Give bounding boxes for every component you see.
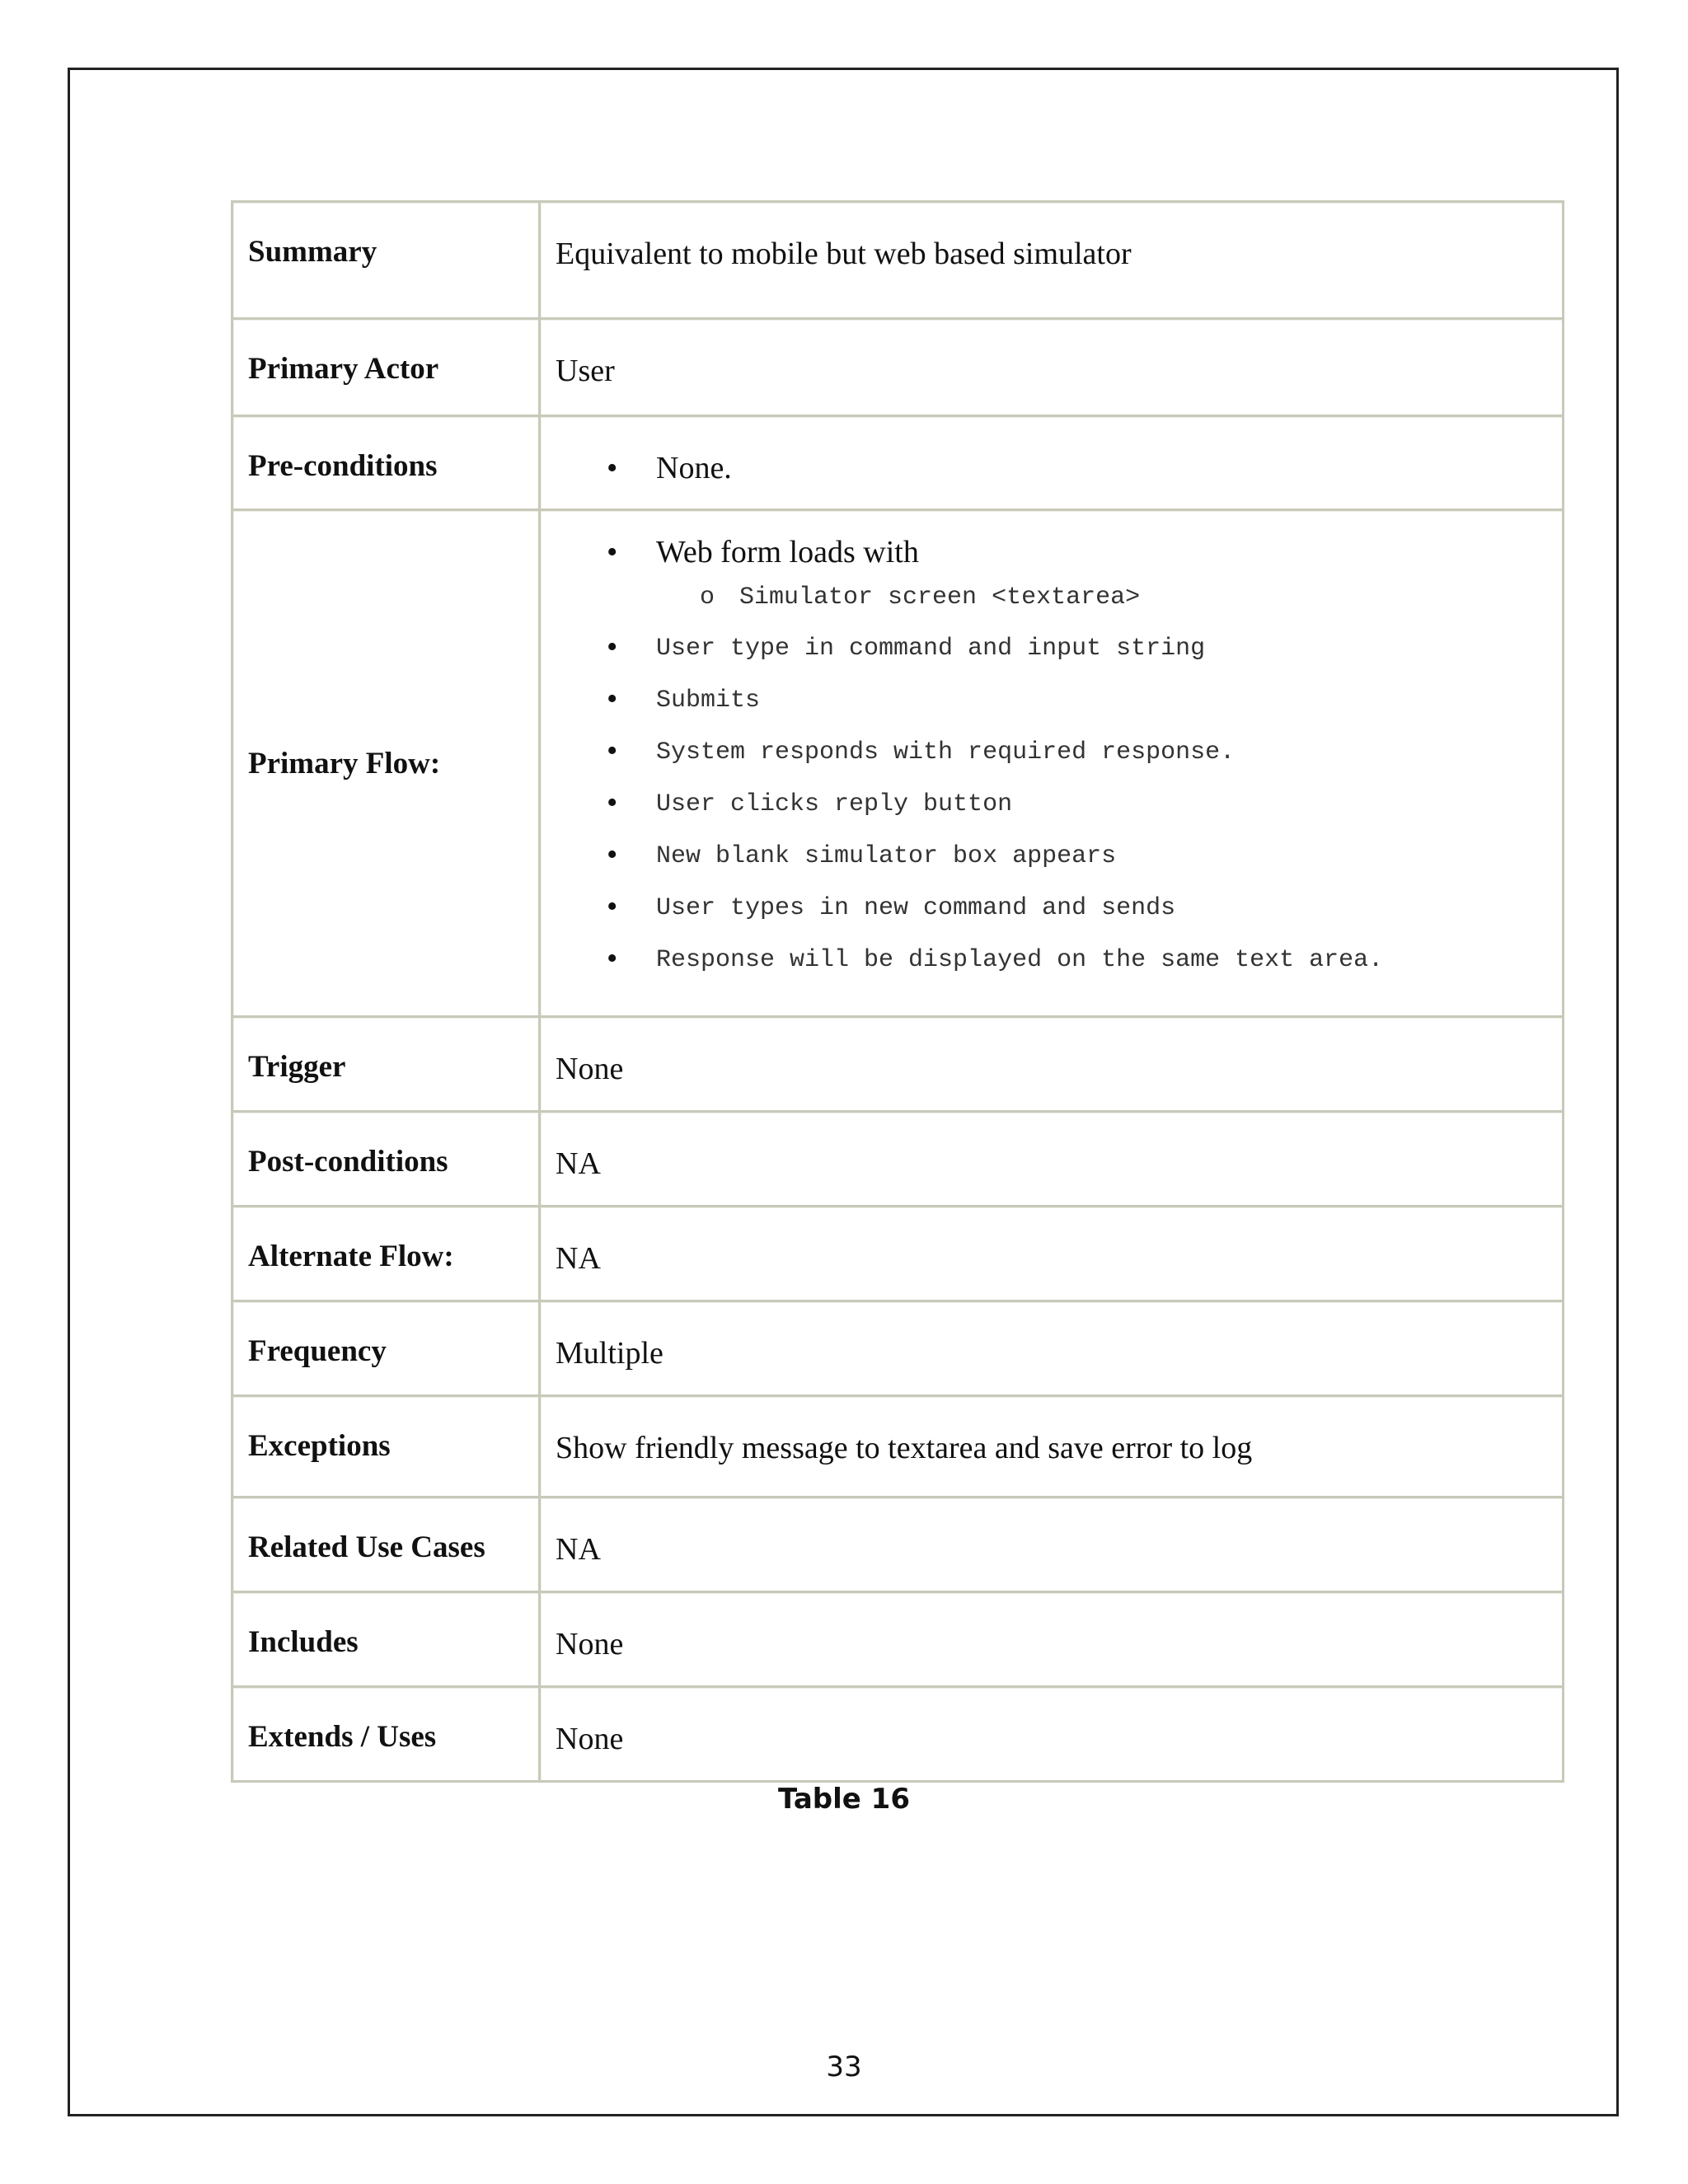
related-use-cases-label: Related Use Cases — [233, 1498, 541, 1593]
page-number: 33 — [826, 2050, 862, 2083]
trigger-value: None — [541, 1018, 1564, 1113]
list-item: • Response will be displayed on the same text area. — [556, 935, 1547, 987]
frequency-value: Multiple — [541, 1302, 1564, 1397]
postconditions-label: Post-conditions — [233, 1113, 541, 1207]
summary-label: Summary — [233, 203, 541, 320]
table-row-extends-uses — [233, 1688, 1564, 1783]
sub-item-text: Simulator screen <textarea> — [739, 583, 1141, 612]
primary-flow-label: Primary Flow: — [233, 511, 541, 1018]
list-item: • System responds with required response. — [556, 727, 1547, 779]
primary-actor-value: User — [541, 320, 1564, 417]
use-case-table — [231, 200, 1564, 1783]
includes-label: Includes — [233, 1593, 541, 1688]
preconditions-label: Pre-conditions — [233, 417, 541, 511]
table-row-exceptions — [233, 1397, 1564, 1498]
table-caption: Table 16 — [778, 1783, 910, 1816]
table-row-summary — [233, 203, 1564, 320]
list-item: • User types in new command and sends — [556, 883, 1547, 935]
trigger-label: Trigger — [233, 1018, 541, 1113]
list-item: • None. — [556, 450, 1547, 486]
exceptions-label: Exceptions — [233, 1397, 541, 1498]
table-row-trigger — [233, 1018, 1564, 1113]
list-item: • User clicks reply button — [556, 779, 1547, 831]
primary-flow-list — [556, 532, 1547, 572]
frequency-label: Frequency — [233, 1302, 541, 1397]
extends-uses-label: Extends / Uses — [233, 1688, 541, 1783]
exceptions-value: Show friendly message to textarea and save error to log — [541, 1397, 1564, 1498]
table-row-alternate-flow — [233, 1207, 1564, 1302]
sub-bullet-marker: o — [700, 583, 715, 612]
summary-value: Equivalent to mobile but web based simulator — [541, 203, 1564, 320]
related-use-cases-value: NA — [541, 1498, 1564, 1593]
table-row-postconditions — [233, 1113, 1564, 1207]
list-item: • Submits — [556, 675, 1547, 727]
primary-flow-steps — [556, 623, 1547, 987]
table-row-preconditions — [233, 417, 1564, 511]
postconditions-value: NA — [541, 1113, 1564, 1207]
table-row-primary-actor — [233, 320, 1564, 417]
list-item: • Web form loads with — [556, 532, 1547, 572]
primary-actor-label: Primary Actor — [233, 320, 541, 417]
table-row-frequency — [233, 1302, 1564, 1397]
extends-uses-value: None — [541, 1688, 1564, 1783]
table-row-primary-flow — [233, 511, 1564, 1018]
list-item: • User type in command and input string — [556, 623, 1547, 675]
includes-value: None — [541, 1593, 1564, 1688]
preconditions-list — [556, 450, 1547, 486]
list-item: • New blank simulator box appears — [556, 831, 1547, 883]
table-row-related-use-cases — [233, 1498, 1564, 1593]
table-row-includes — [233, 1593, 1564, 1688]
sub-list-item — [556, 572, 1547, 623]
alternate-flow-value: NA — [541, 1207, 1564, 1302]
alternate-flow-label: Alternate Flow: — [233, 1207, 541, 1302]
